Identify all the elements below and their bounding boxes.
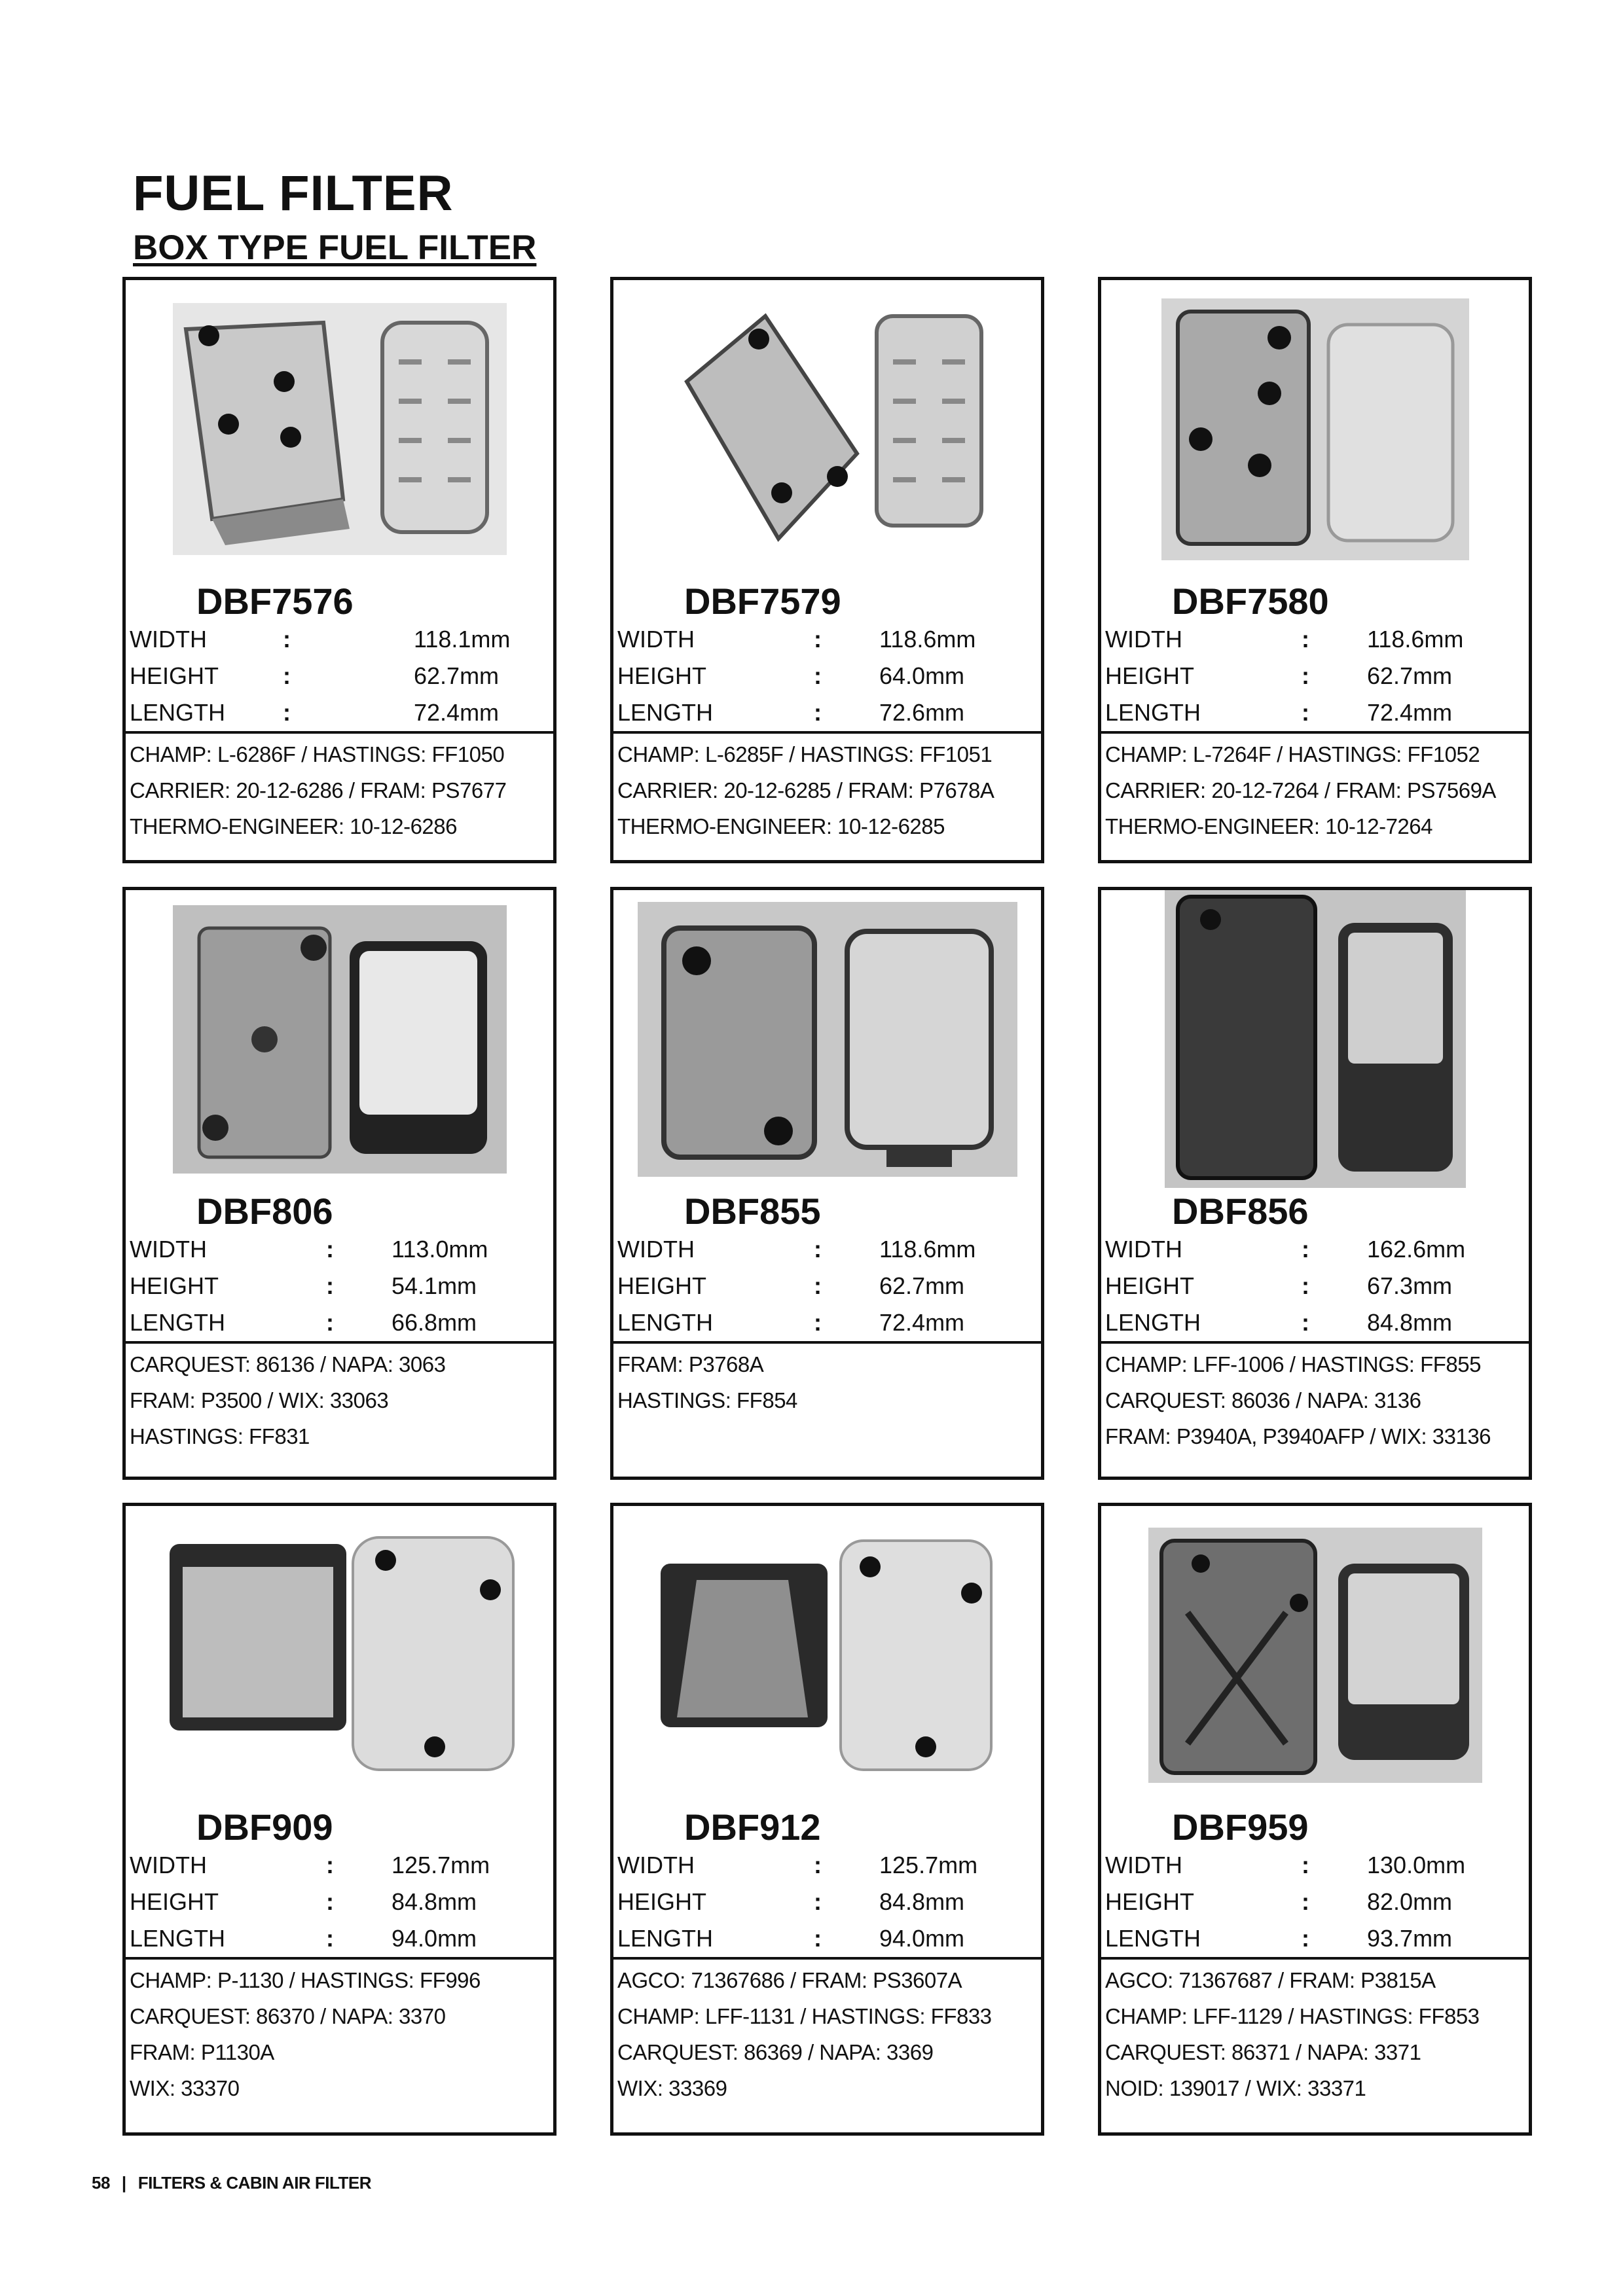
spec-label: WIDTH <box>1105 1852 1182 1878</box>
spec-label: HEIGHT <box>1105 1272 1195 1299</box>
spec-colon: : <box>1302 1236 1309 1263</box>
spec-height <box>613 658 1041 694</box>
cross-reference-line: HASTINGS: FF854 <box>617 1388 797 1412</box>
spec-value: 62.7mm <box>1367 662 1453 689</box>
filter-image <box>156 1528 523 1783</box>
spec-value: 118.6mm <box>1367 626 1464 653</box>
filter-image <box>661 303 994 555</box>
spec-label: WIDTH <box>617 1236 695 1263</box>
product-card-dbf806 <box>122 887 556 1480</box>
spec-value: 66.8mm <box>392 1309 477 1336</box>
page-title: FUEL FILTER <box>133 166 454 221</box>
spec-label: WIDTH <box>130 626 207 653</box>
spec-colon: : <box>814 626 822 653</box>
spec-label: HEIGHT <box>1105 662 1195 689</box>
spec-height <box>1101 1884 1529 1920</box>
cross-reference-line: CARRIER: 20-12-6286 / FRAM: PS7677 <box>130 778 507 802</box>
product-photo <box>613 280 1041 578</box>
cross-reference <box>613 731 1041 848</box>
cross-reference-line: HASTINGS: FF831 <box>130 1424 310 1448</box>
spec-length <box>1101 1920 1529 1957</box>
filter-image <box>173 905 507 1174</box>
spec-width <box>126 621 553 658</box>
cross-reference-line: THERMO-ENGINEER: 10-12-6285 <box>617 814 945 838</box>
spec-height <box>613 1884 1041 1920</box>
spec-value: 125.7mm <box>879 1852 978 1878</box>
cross-reference <box>613 1341 1041 1422</box>
spec-colon: : <box>1302 1888 1309 1915</box>
page-number: 58 <box>92 2173 110 2193</box>
spec-width <box>126 1231 553 1268</box>
cross-reference-line: CARQUEST: 86136 / NAPA: 3063 <box>130 1352 446 1376</box>
spec-width <box>613 621 1041 658</box>
spec-length <box>1101 1304 1529 1341</box>
spec-value: 67.3mm <box>1367 1272 1453 1299</box>
product-photo <box>613 1506 1041 1804</box>
cross-reference-line: CHAMP: LFF-1131 / HASTINGS: FF833 <box>617 2004 992 2028</box>
spec-value: 72.4mm <box>414 699 500 726</box>
spec-value: 64.0mm <box>879 662 965 689</box>
cross-reference-line: THERMO-ENGINEER: 10-12-6286 <box>130 814 457 838</box>
spec-label: LENGTH <box>1105 699 1201 726</box>
spec-label: HEIGHT <box>617 662 707 689</box>
cross-reference-line: THERMO-ENGINEER: 10-12-7264 <box>1105 814 1432 838</box>
spec-height <box>1101 1268 1529 1304</box>
footer-section: FILTERS & CABIN AIR FILTER <box>137 2173 371 2193</box>
cross-reference <box>1101 731 1529 848</box>
spec-value: 84.8mm <box>879 1888 965 1915</box>
spec-colon: : <box>814 699 822 726</box>
spec-label: LENGTH <box>1105 1925 1201 1952</box>
product-photo <box>126 1506 553 1804</box>
spec-value: 72.6mm <box>879 699 965 726</box>
spec-colon: : <box>814 662 822 689</box>
spec-label: LENGTH <box>130 699 226 726</box>
page-subtitle: BOX TYPE FUEL FILTER <box>133 228 537 267</box>
spec-colon: : <box>326 1925 334 1952</box>
spec-value: 84.8mm <box>392 1888 477 1915</box>
spec-label: HEIGHT <box>1105 1888 1195 1915</box>
cross-reference <box>1101 1957 1529 2110</box>
spec-colon: : <box>814 1925 822 1952</box>
product-code: DBF7579 <box>684 581 841 622</box>
cross-reference <box>126 1341 553 1458</box>
spec-length <box>1101 694 1529 731</box>
cross-reference-line: CARRIER: 20-12-6285 / FRAM: P7678A <box>617 778 994 802</box>
spec-value: 118.6mm <box>879 1236 976 1263</box>
spec-length <box>126 694 553 731</box>
product-card-dbf7579 <box>610 277 1044 863</box>
product-photo <box>613 890 1041 1188</box>
spec-colon: : <box>1302 1272 1309 1299</box>
cross-reference <box>126 1957 553 2110</box>
spec-colon: : <box>814 1272 822 1299</box>
spec-colon: : <box>283 662 291 689</box>
spec-colon: : <box>326 1272 334 1299</box>
cross-reference-line: CARRIER: 20-12-7264 / FRAM: PS7569A <box>1105 778 1496 802</box>
cross-reference <box>126 731 553 848</box>
spec-value: 54.1mm <box>392 1272 477 1299</box>
filter-image <box>638 902 1017 1177</box>
cross-reference-line: CARQUEST: 86370 / NAPA: 3370 <box>130 2004 446 2028</box>
spec-label: LENGTH <box>130 1309 226 1336</box>
spec-value: 62.7mm <box>414 662 500 689</box>
product-photo <box>1101 280 1529 578</box>
product-code: DBF855 <box>684 1191 821 1232</box>
cross-reference-line: CARQUEST: 86371 / NAPA: 3371 <box>1105 2040 1421 2064</box>
cross-reference <box>613 1957 1041 2110</box>
product-code: DBF959 <box>1172 1806 1309 1848</box>
cross-reference-line: CHAMP: L-6286F / HASTINGS: FF1050 <box>130 742 505 766</box>
cross-reference-line: CHAMP: LFF-1006 / HASTINGS: FF855 <box>1105 1352 1481 1376</box>
spec-length <box>613 1304 1041 1341</box>
cross-reference-line: NOID: 139017 / WIX: 33371 <box>1105 2076 1366 2100</box>
spec-value: 118.1mm <box>414 626 511 653</box>
product-card-dbf7576 <box>122 277 556 863</box>
spec-label: WIDTH <box>130 1236 207 1263</box>
spec-label: WIDTH <box>1105 1236 1182 1263</box>
spec-value: 162.6mm <box>1367 1236 1466 1263</box>
spec-height <box>126 1884 553 1920</box>
spec-label: HEIGHT <box>130 662 219 689</box>
product-code: DBF7576 <box>196 581 354 622</box>
spec-length <box>613 1920 1041 1957</box>
filter-image <box>1161 298 1469 560</box>
filter-image <box>1148 1528 1482 1783</box>
spec-value: 113.0mm <box>392 1236 488 1263</box>
spec-colon: : <box>1302 699 1309 726</box>
spec-width <box>1101 1847 1529 1884</box>
spec-colon: : <box>1302 626 1309 653</box>
cross-reference-line: CHAMP: L-6285F / HASTINGS: FF1051 <box>617 742 993 766</box>
product-code: DBF909 <box>196 1806 333 1848</box>
spec-width <box>126 1847 553 1884</box>
spec-length <box>613 694 1041 731</box>
cross-reference-line: CHAMP: P-1130 / HASTINGS: FF996 <box>130 1968 481 1992</box>
product-card-dbf7580 <box>1098 277 1532 863</box>
product-photo <box>1101 1506 1529 1804</box>
product-card-dbf912 <box>610 1503 1044 2136</box>
spec-value: 130.0mm <box>1367 1852 1466 1878</box>
filter-image <box>1165 890 1466 1188</box>
cross-reference-line: FRAM: P3768A <box>617 1352 764 1376</box>
cross-reference-line: FRAM: P3940A, P3940AFP / WIX: 33136 <box>1105 1424 1491 1448</box>
spec-value: 82.0mm <box>1367 1888 1453 1915</box>
spec-width <box>1101 621 1529 658</box>
product-card-dbf909 <box>122 1503 556 2136</box>
spec-colon: : <box>326 1236 334 1263</box>
cross-reference-line: CHAMP: L-7264F / HASTINGS: FF1052 <box>1105 742 1480 766</box>
cross-reference-line: CHAMP: LFF-1129 / HASTINGS: FF853 <box>1105 2004 1480 2028</box>
spec-colon: : <box>814 1852 822 1878</box>
product-photo <box>126 890 553 1188</box>
spec-label: LENGTH <box>617 1925 714 1952</box>
footer-separator: | <box>121 2173 126 2193</box>
spec-label: WIDTH <box>130 1852 207 1878</box>
filter-image <box>173 303 507 555</box>
spec-label: LENGTH <box>617 699 714 726</box>
spec-colon: : <box>814 1309 822 1336</box>
spec-value: 125.7mm <box>392 1852 490 1878</box>
spec-label: LENGTH <box>617 1309 714 1336</box>
product-photo <box>1101 890 1529 1188</box>
spec-value: 93.7mm <box>1367 1925 1453 1952</box>
product-code: DBF806 <box>196 1191 333 1232</box>
product-card-dbf855 <box>610 887 1044 1480</box>
spec-width <box>1101 1231 1529 1268</box>
product-card-dbf959 <box>1098 1503 1532 2136</box>
spec-colon: : <box>1302 1852 1309 1878</box>
spec-value: 94.0mm <box>879 1925 965 1952</box>
spec-value: 94.0mm <box>392 1925 477 1952</box>
spec-label: WIDTH <box>617 626 695 653</box>
spec-label: HEIGHT <box>130 1272 219 1299</box>
spec-colon: : <box>326 1309 334 1336</box>
product-code: DBF856 <box>1172 1191 1309 1232</box>
product-card-dbf856 <box>1098 887 1532 1480</box>
spec-label: HEIGHT <box>130 1888 219 1915</box>
filter-image <box>651 1528 1004 1783</box>
product-photo <box>126 280 553 578</box>
spec-colon: : <box>1302 1925 1309 1952</box>
cross-reference-line: AGCO: 71367687 / FRAM: P3815A <box>1105 1968 1436 1992</box>
spec-label: LENGTH <box>130 1925 226 1952</box>
spec-label: HEIGHT <box>617 1888 707 1915</box>
spec-colon: : <box>1302 662 1309 689</box>
spec-label: WIDTH <box>1105 626 1182 653</box>
product-code: DBF912 <box>684 1806 821 1848</box>
spec-height <box>613 1268 1041 1304</box>
spec-height <box>126 658 553 694</box>
spec-colon: : <box>326 1888 334 1915</box>
spec-label: WIDTH <box>617 1852 695 1878</box>
spec-value: 84.8mm <box>1367 1309 1453 1336</box>
page-footer <box>92 2173 371 2193</box>
cross-reference-line: WIX: 33369 <box>617 2076 727 2100</box>
spec-value: 72.4mm <box>879 1309 965 1336</box>
cross-reference-line: WIX: 33370 <box>130 2076 240 2100</box>
spec-width <box>613 1231 1041 1268</box>
cross-reference <box>1101 1341 1529 1458</box>
spec-length <box>126 1920 553 1957</box>
spec-colon: : <box>814 1888 822 1915</box>
spec-width <box>613 1847 1041 1884</box>
spec-length <box>126 1304 553 1341</box>
cross-reference-line: FRAM: P1130A <box>130 2040 274 2064</box>
spec-colon: : <box>326 1852 334 1878</box>
product-code: DBF7580 <box>1172 581 1329 622</box>
spec-height <box>1101 658 1529 694</box>
spec-value: 62.7mm <box>879 1272 965 1299</box>
spec-value: 118.6mm <box>879 626 976 653</box>
cross-reference-line: CARQUEST: 86369 / NAPA: 3369 <box>617 2040 934 2064</box>
spec-label: LENGTH <box>1105 1309 1201 1336</box>
spec-label: HEIGHT <box>617 1272 707 1299</box>
cross-reference-line: CARQUEST: 86036 / NAPA: 3136 <box>1105 1388 1421 1412</box>
spec-colon: : <box>1302 1309 1309 1336</box>
cross-reference-line: AGCO: 71367686 / FRAM: PS3607A <box>617 1968 962 1992</box>
spec-value: 72.4mm <box>1367 699 1453 726</box>
spec-height <box>126 1268 553 1304</box>
spec-colon: : <box>283 626 291 653</box>
spec-colon: : <box>814 1236 822 1263</box>
spec-colon: : <box>283 699 291 726</box>
cross-reference-line: FRAM: P3500 / WIX: 33063 <box>130 1388 389 1412</box>
